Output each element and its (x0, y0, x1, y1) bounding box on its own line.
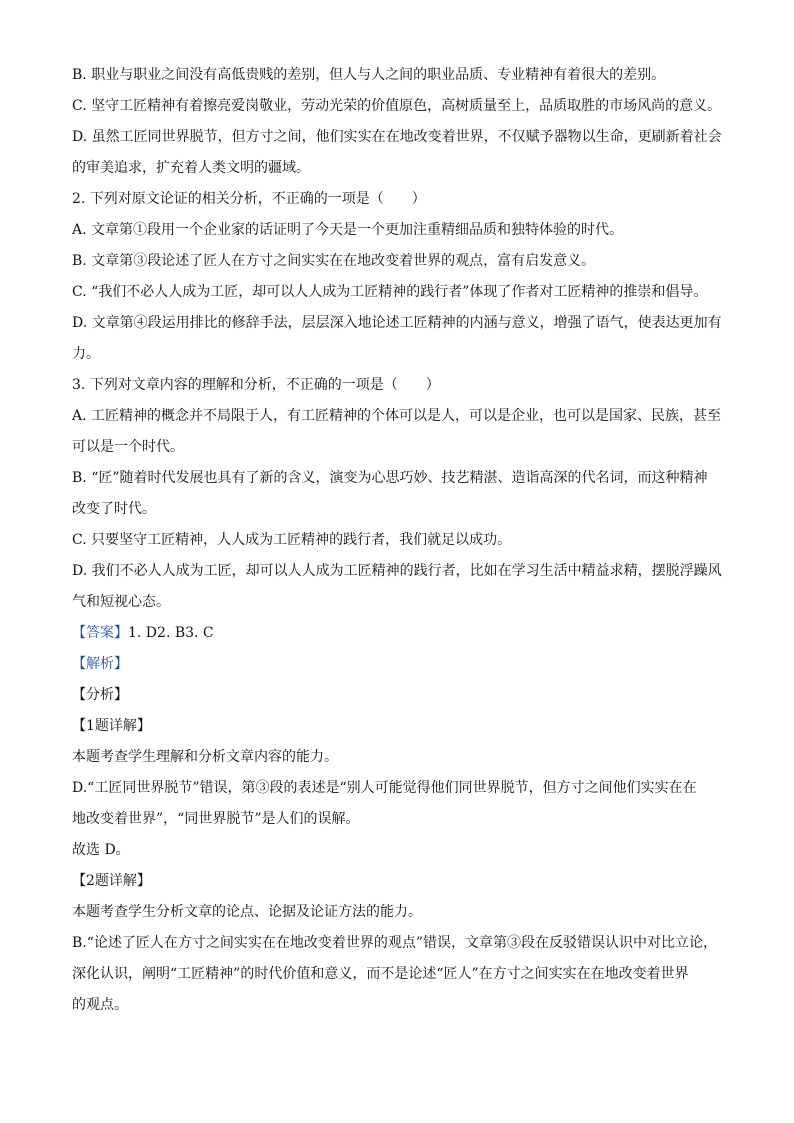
text-line: 本题考查学生分析文章的论点、论据及论证方法的能力。 (72, 904, 422, 920)
text-line: B.“论述了匠人在方寸之间实实在在地改变着世界的观点”错误，文章第③段在反驳错误认识中对比立论， (72, 935, 718, 951)
text-line: B. 文章第③段论述了匠人在方寸之间实实在在地改变着世界的观点，富有启发意义。 (72, 253, 596, 269)
answer-value: 1. D2. B3. C (128, 625, 214, 641)
question-heading: 2. 下列对原文论证的相关分析，不正确的一项是（ ） (72, 191, 426, 207)
text-line: C. “我们不必人人成为工匠，却可以人人成为工匠精神的践行者”体现了作者对工匠精神的推崇和倡导。 (72, 284, 708, 300)
answer-label: 【答案】 (72, 625, 128, 641)
document-page (72, 64, 728, 1025)
question-heading: 3. 下列对文章内容的理解和分析，不正确的一项是（ ） (72, 377, 440, 393)
text-line: D. 我们不必人人成为工匠，却可以人人成为工匠精神的践行者，比如在学习生活中精益求精，摆脱浮躁风 (72, 563, 722, 579)
text-line: C. 坚守工匠精神有着擦亮爱岗敬业，劳动光荣的价值原色，高树质量至上，品质取胜的市场风尚的意义。 (72, 98, 722, 114)
text-line: 故选 D。 (72, 842, 130, 858)
fenxi-label: 【分析】 (72, 687, 128, 703)
text-line: B. “匠”随着时代发展也具有了新的含义，演变为心思巧妙、技艺精湛、造诣高深的代名词，而这种精神 (72, 470, 708, 486)
q2-detail-label: 【2题详解】 (72, 873, 151, 889)
text-line: A. 工匠精神的概念并不局限于人，有工匠精神的个体可以是人，可以是企业，也可以是国家、民族，甚至 (72, 408, 722, 424)
analysis-label: 【解析】 (72, 656, 128, 672)
text-line: 力。 (72, 346, 100, 362)
text-line: 的审美追求，扩充着人类文明的疆域。 (72, 160, 310, 176)
text-line: B. 职业与职业之间没有高低贵贱的差别，但人与人之间的职业品质、专业精神有着很大的差别。 (72, 67, 666, 83)
text-line: 地改变着世界”，“同世界脱节”是人们的误解。 (72, 811, 360, 827)
text-line: 本题考查学生理解和分析文章内容的能力。 (72, 749, 338, 765)
text-line: A. 文章第①段用一个企业家的话证明了今天是一个更加注重精细品质和独特体验的时代。 (72, 222, 624, 238)
text-line: D.“工匠同世界脱节”错误，第③段的表述是“别人可能觉得他们同世界脱节，但方寸之间他们实实在在 (72, 780, 697, 796)
text-line: 改变了时代。 (72, 501, 156, 517)
answer-line (72, 622, 728, 653)
text-line: 可以是一个时代。 (72, 439, 184, 455)
text-line: 深化认识，阐明“工匠精神”的时代价值和意义，而不是论述“匠人”在方寸之间实实在在地改变着世界 (72, 966, 689, 982)
text-line: 的观点。 (72, 997, 128, 1013)
text-line: 气和短视心态。 (72, 594, 170, 610)
text-line: D. 虽然工匠同世界脱节，但方寸之间，他们实实在在地改变着世界，不仅赋予器物以生命，更刷新着社会 (72, 129, 722, 145)
text-line: C. 只要坚守工匠精神，人人成为工匠精神的践行者，我们就足以成功。 (72, 532, 512, 548)
q1-detail-label: 【1题详解】 (72, 718, 151, 734)
text-line: D. 文章第④段运用排比的修辞手法，层层深入地论述工匠精神的内涵与意义，增强了语气，使表达更加有 (72, 315, 722, 331)
